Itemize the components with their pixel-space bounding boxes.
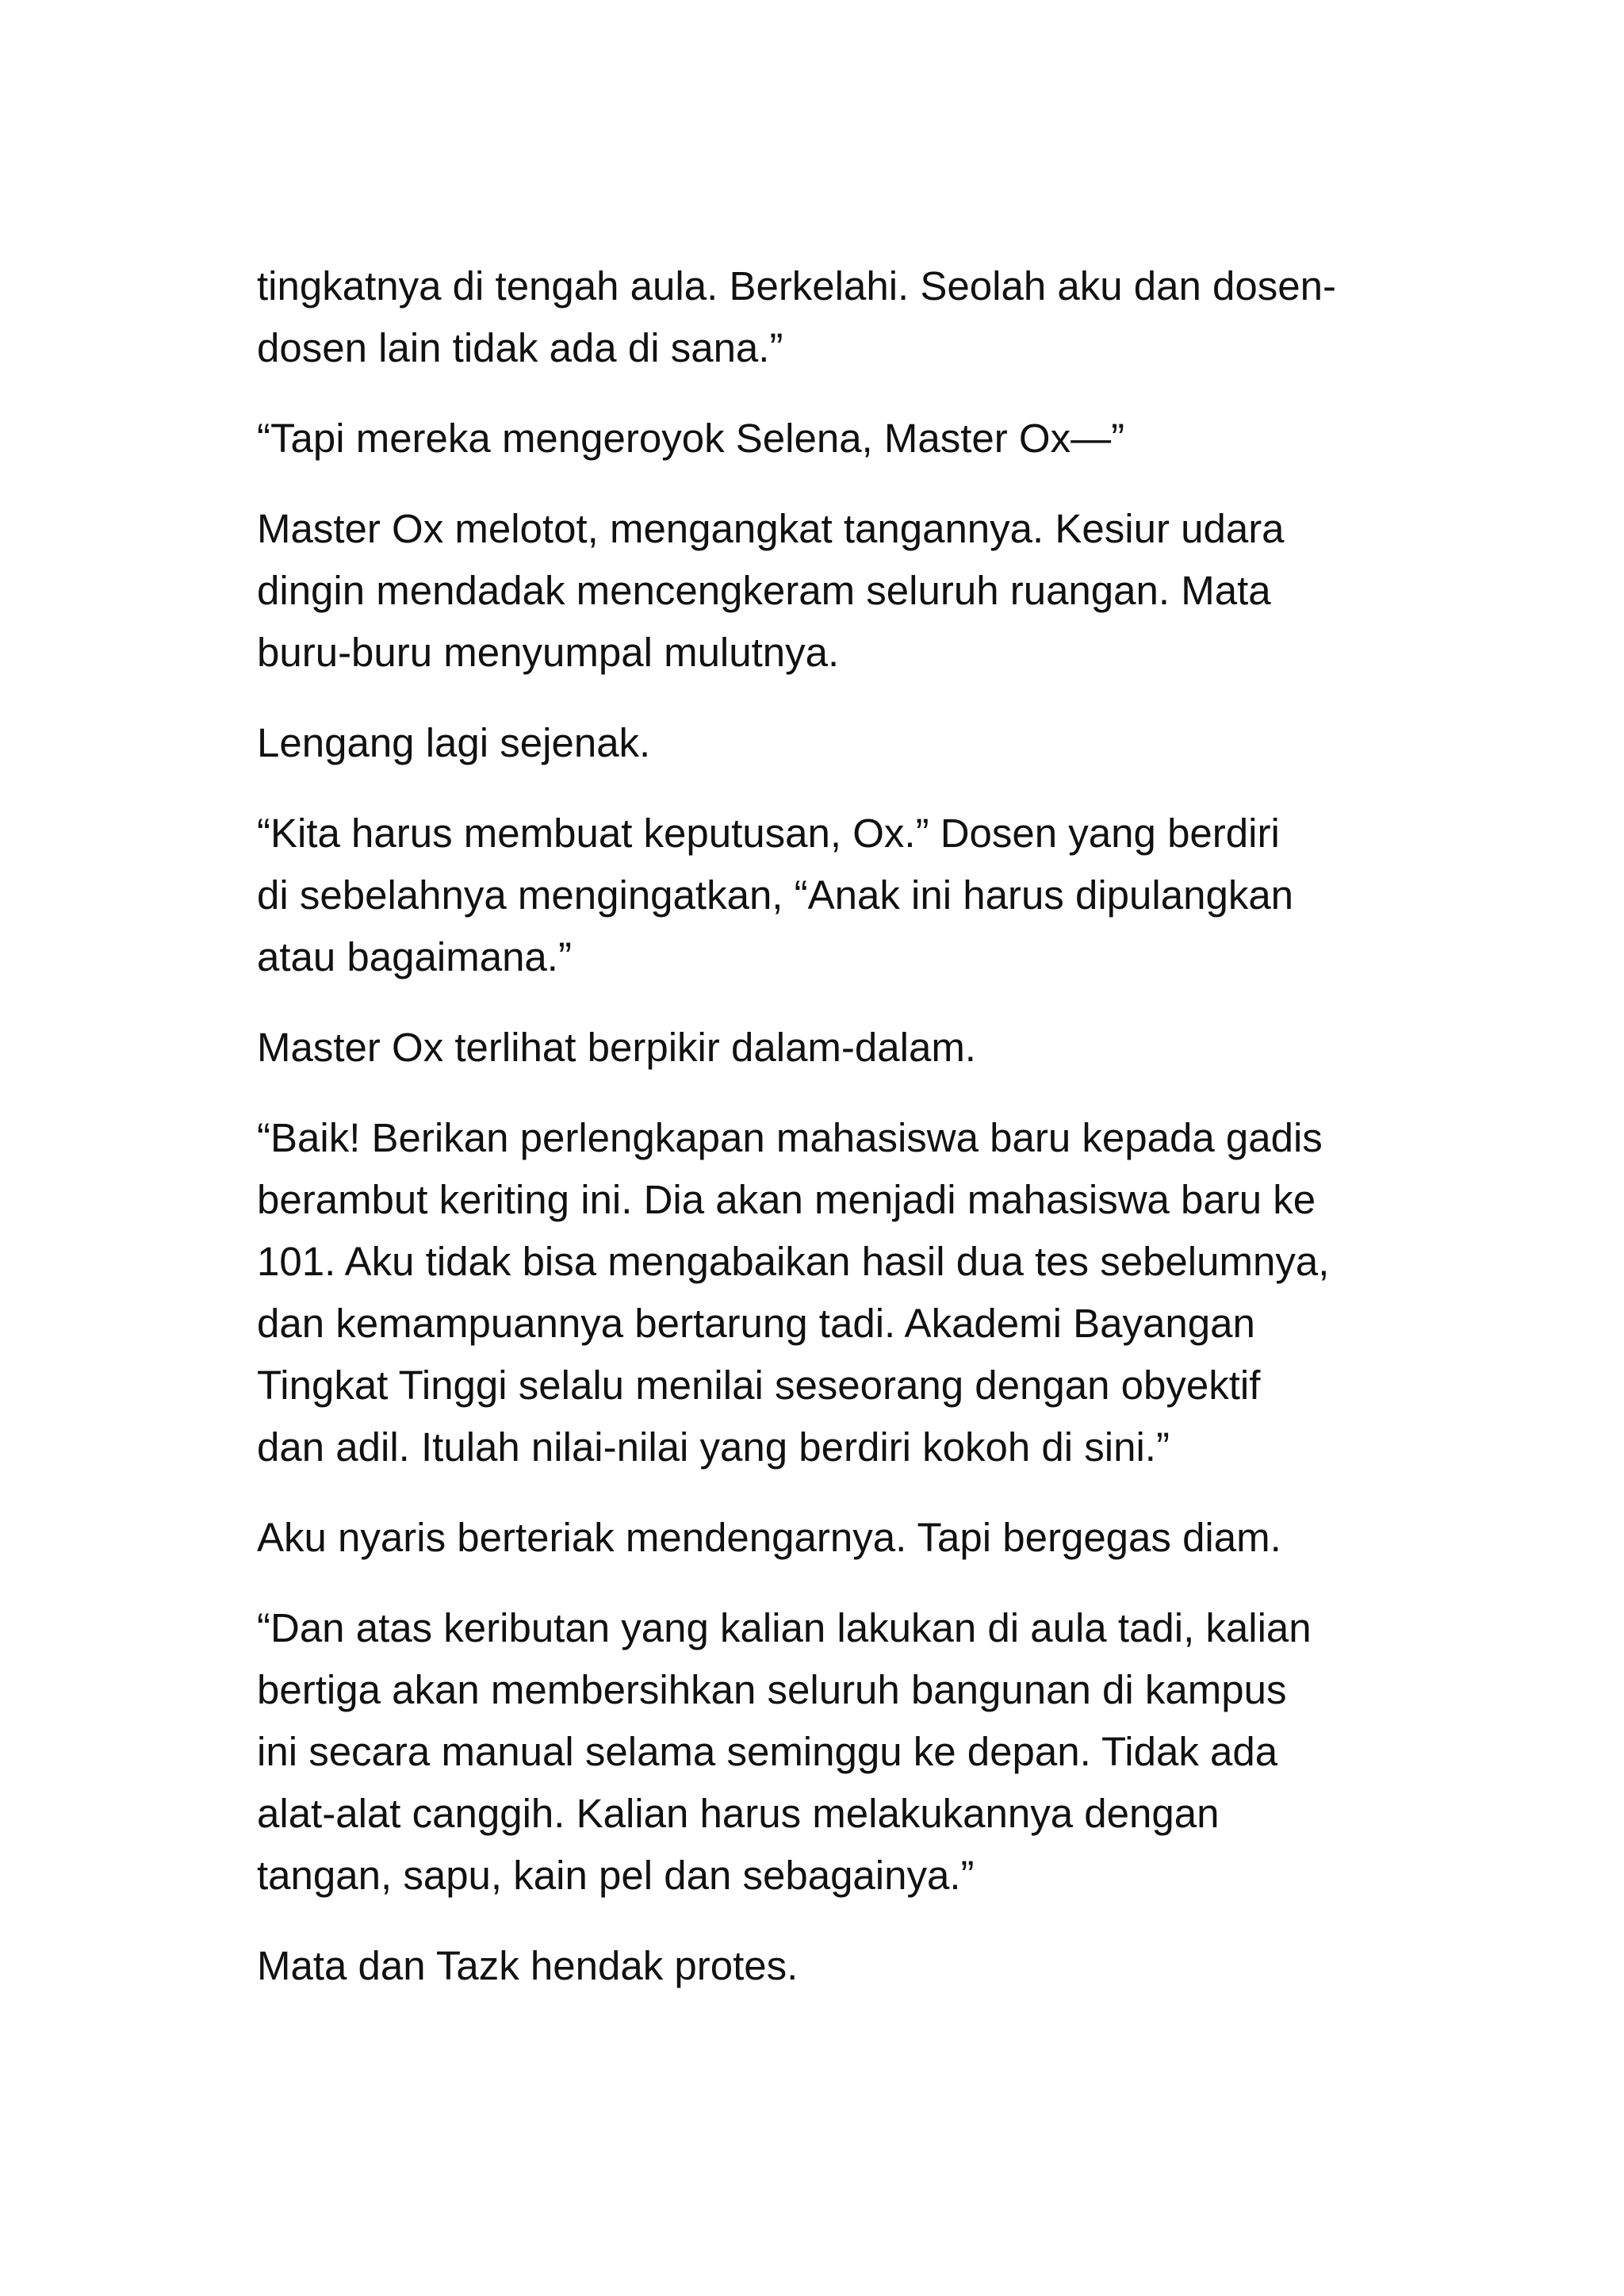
text-line: alat-alat canggih. Kalian harus melakukannya dengan [257, 1791, 1220, 1836]
paragraph [257, 1107, 1431, 1478]
paragraph [257, 255, 1431, 379]
text-line: ini secara manual selama seminggu ke depan. Tidak ada [257, 1729, 1278, 1774]
text-line: 101. Aku tidak bisa mengabaikan hasil dua tes sebelumnya, [257, 1239, 1330, 1284]
text-line: “Kita harus membuat keputusan, Ox.” Dosen yang berdiri [257, 811, 1280, 856]
text-line: Tingkat Tinggi selalu menilai seseorang dengan obyektif [257, 1363, 1261, 1408]
text-line: dan adil. Itulah nilai-nilai yang berdiri kokoh di sini.” [257, 1424, 1170, 1470]
text-line: “Baik! Berikan perlengkapan mahasiswa baru kepada gadis [257, 1115, 1323, 1160]
text-line: buru-buru menyumpal mulutnya. [257, 630, 840, 675]
text-line: “Tapi mereka mengeroyok Selena, Master Ox—” [257, 416, 1125, 461]
paragraph [257, 1507, 1431, 1569]
paragraph [257, 1017, 1431, 1079]
paragraph [257, 498, 1431, 684]
text-line: dan kemampuannya bertarung tadi. Akademi Bayangan [257, 1301, 1255, 1346]
text-line: atau bagaimana.” [257, 934, 572, 979]
paragraph [257, 1935, 1431, 1997]
text-line: bertiga akan membersihkan seluruh bangunan di kampus [257, 1667, 1287, 1712]
paragraph [257, 803, 1431, 988]
text-line: di sebelahnya mengingatkan, “Anak ini harus dipulangkan [257, 872, 1294, 918]
text-line: berambut keriting ini. Dia akan menjadi mahasiswa baru ke [257, 1177, 1316, 1222]
text-line: dingin mendadak mencengkeram seluruh ruangan. Mata [257, 568, 1271, 613]
text-line: tingkatnya di tengah aula. Berkelahi. Seolah aku dan dosen- [257, 263, 1336, 309]
paragraph [257, 408, 1431, 470]
document-body [257, 255, 1431, 2026]
text-line: Aku nyaris berteriak mendengarnya. Tapi bergegas diam. [257, 1515, 1281, 1560]
text-line: tangan, sapu, kain pel dan sebagainya.” [257, 1853, 975, 1898]
paragraph [257, 712, 1431, 774]
text-line: Master Ox melotot, mengangkat tangannya. Kesiur udara [257, 506, 1285, 551]
text-line: Mata dan Tazk hendak protes. [257, 1943, 799, 1988]
text-line: Master Ox terlihat berpikir dalam-dalam. [257, 1025, 976, 1070]
text-line: “Dan atas keributan yang kalian lakukan di aula tadi, kalian [257, 1605, 1312, 1650]
text-line: dosen lain tidak ada di sana.” [257, 325, 783, 370]
text-line: Lengang lagi sejenak. [257, 720, 651, 765]
paragraph [257, 1597, 1431, 1907]
